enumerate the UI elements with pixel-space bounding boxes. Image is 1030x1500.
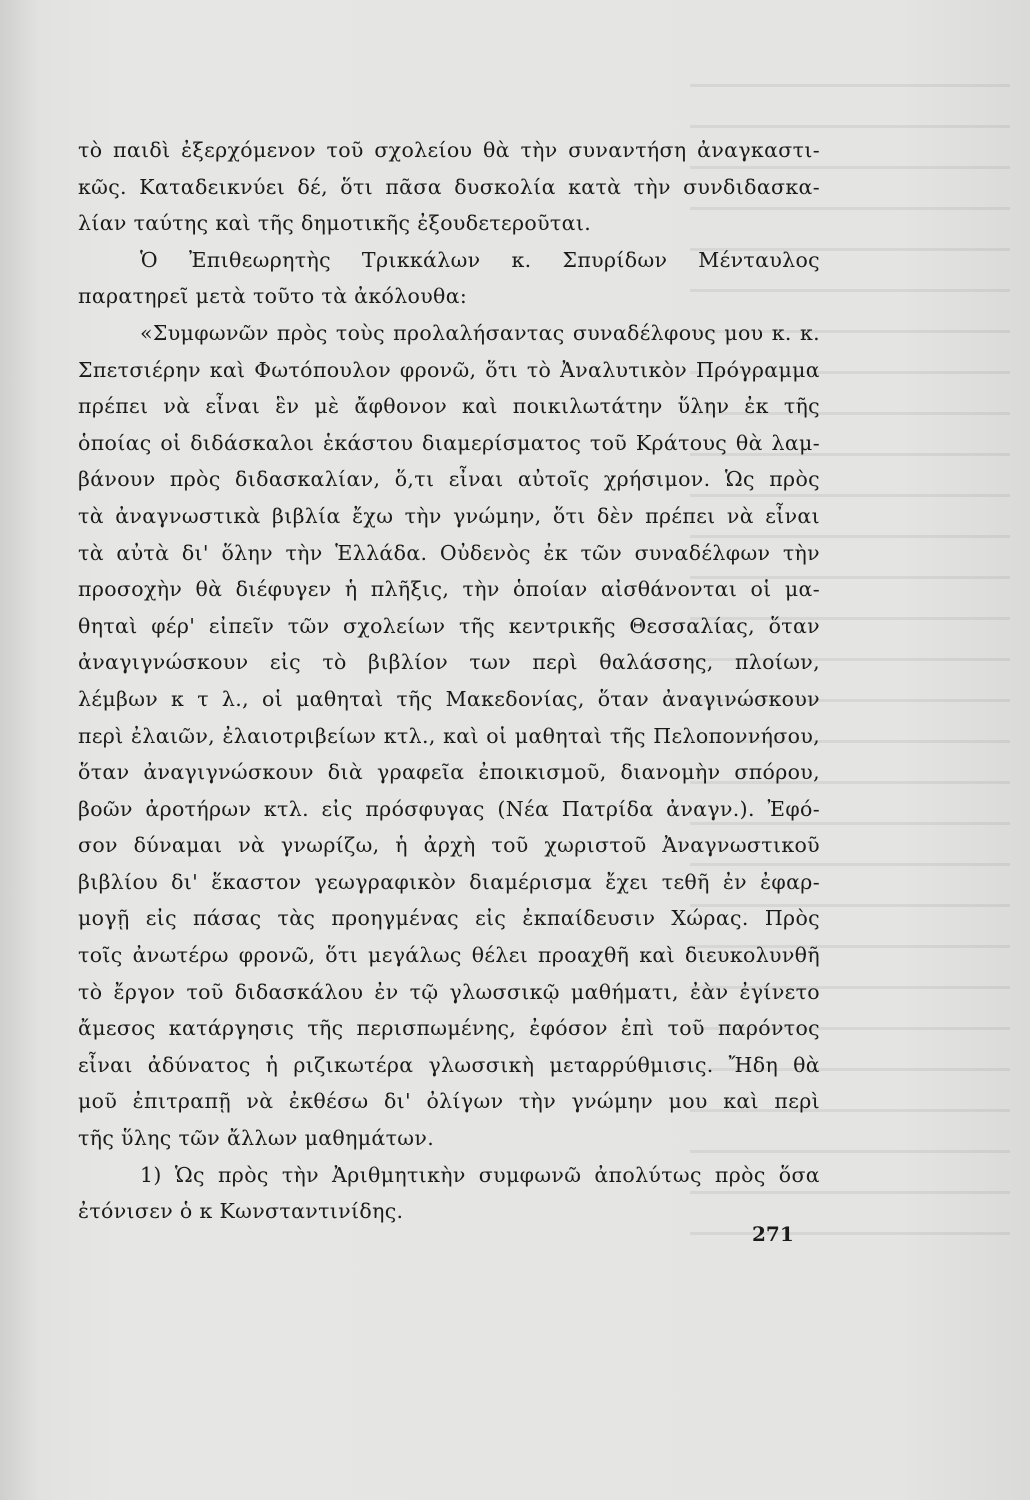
text-line: ἐτόνισεν ὁ κ Κωνσταντινίδης. [78,1199,404,1224]
text-line: ὁποίας οἱ διδάσκαλοι ἑκάστου διαμερίσματος τοῦ Κράτους θὰ λαμ- [78,430,820,455]
text-line: τὰ ἀναγνωστικὰ βιβλία ἔχω τὴν γνώμην, ὅτι δὲν πρέπει νὰ εἶναι [78,503,820,528]
text-line: ὅταν ἀναγιγνώσκουν διὰ γραφεῖα ἐποικισμοῦ, διανομὴν σπόρου, [78,760,820,785]
text-line: πρέπει νὰ εἶναι ἓν μὲ ἄφθονον καὶ ποικιλωτάτην ὕλην ἐκ τῆς [78,394,820,419]
text-line: ἀναγιγνώσκουν εἰς τὸ βιβλίον των περὶ θαλάσσης, πλοίων, [78,650,820,675]
text-line: θηταὶ φέρ' εἰπεῖν τῶν σχολείων τῆς κεντρικῆς Θεσσαλίας, ὅταν [78,613,820,638]
text-line: μοῦ ἐπιτραπῇ νὰ ἐκθέσω δι' ὀλίγων τὴν γνώμην μου καὶ περὶ [78,1089,820,1114]
text-line: εἶναι ἀδύνατος ἡ ριζικωτέρα γλωσσικὴ μεταρρύθμισις. Ἤδη θὰ [78,1052,820,1077]
text-line: Ὁ Ἐπιθεωρητὴς Τρικκάλων κ. Σπυρίδων Μένταυλος [140,247,820,272]
text-line: λέμβων κ τ λ., οἱ μαθηταὶ τῆς Μακεδονίας, ὅταν ἀναγινώσκουν [78,686,820,711]
page-number: 271 [752,1222,794,1246]
text-line: 1) Ὡς πρὸς τὴν Ἀριθμητικὴν συμφωνῶ ἀπολύτως πρὸς ὅσα [140,1162,820,1187]
text-line: βάνουν πρὸς διδασκαλίαν, ὅ,τι εἶναι αὐτοῖς χρήσιμον. Ὡς πρὸς [78,467,820,492]
text-line: τὰ αὐτὰ δι' ὅλην τὴν Ἑλλάδα. Οὐδενὸς ἐκ τῶν συναδέλφων τὴν [78,540,820,565]
text-line: κῶς. Καταδεικνύει δέ, ὅτι πᾶσα δυσκολία κατὰ τὴν συνδιδασκα- [78,174,820,199]
text-line: Σπετσιέρην καὶ Φωτόπουλον φρονῶ, ὅτι τὸ Ἀναλυτικὸν Πρόγραμμα [78,357,820,382]
text-line: προσοχὴν θὰ διέφυγεν ἡ πλῆξις, τὴν ὁποίαν αἰσθάνονται οἱ μα- [78,577,820,602]
text-line: σον δύναμαι νὰ γνωρίζω, ἡ ἀρχὴ τοῦ χωριστοῦ Ἀναγνωστικοῦ [78,833,820,858]
text-line: περὶ ἐλαιῶν, ἐλαιοτριβείων κτλ., καὶ οἱ μαθηταὶ τῆς Πελοποννήσου, [78,723,820,748]
text-line: βοῶν ἀροτήρων κτλ. εἰς πρόσφυγας (Νέα Πατρίδα ἀναγν.). Ἐφό- [78,796,820,821]
body-text [78,132,820,1230]
text-line: τοῖς ἀνωτέρω φρονῶ, ὅτι μεγάλως θέλει προαχθῆ καὶ διευκολυνθῆ [78,943,820,968]
text-line: βιβλίου δι' ἕκαστον γεωγραφικὸν διαμέρισμα ἔχει τεθῆ ἐν ἐφαρ- [78,869,820,894]
text-line: τὸ ἔργον τοῦ διδασκάλου ἐν τῷ γλωσσικῷ μαθήματι, ἐὰν ἐγίνετο [78,979,820,1004]
text-line: «Συμφωνῶν πρὸς τοὺς προλαλήσαντας συναδέλφους μου κ. κ. [140,320,820,345]
text-line: τῆς ὕλης τῶν ἄλλων μαθημάτων. [78,1126,435,1151]
text-line: λίαν ταύτης καὶ τῆς δημοτικῆς ἐξουδετεροῦται. [78,211,592,236]
text-line: μογῇ εἰς πάσας τὰς προηγμένας εἰς ἐκπαίδευσιν Χώρας. Πρὸς [78,906,820,931]
text-line: ἄμεσος κατάργησις τῆς περισπωμένης, ἐφόσον ἐπὶ τοῦ παρόντος [78,1016,820,1041]
text-line: τὸ παιδὶ ἐξερχόμενον τοῦ σχολείου θὰ τὴν συναντήση ἀναγκαστι- [78,138,820,162]
text-line: παρατηρεῖ μετὰ τοῦτο τὰ ἀκόλουθα: [78,284,468,309]
